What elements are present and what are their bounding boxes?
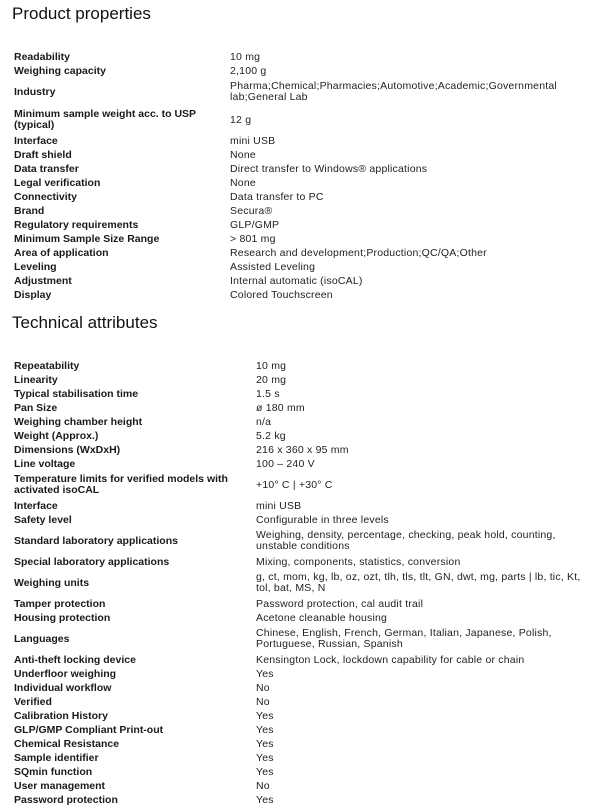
spec-label: Weighing units [14,576,90,589]
spec-row [0,176,606,190]
spec-label: Temperature limits for verified models with activated isoCAL [14,473,228,496]
spec-label: Brand [14,204,45,217]
spec-value: Mixing, components, statistics, conversion [256,555,461,568]
spec-value: Yes [256,765,274,778]
spec-label: Area of application [14,246,109,259]
spec-label: Pan Size [14,401,58,414]
spec-value: None [230,148,256,161]
spec-value: None [230,176,256,189]
spec-value: 12 g [230,113,252,126]
spec-value: Yes [256,793,274,806]
spec-value: 100 – 240 V [256,457,315,470]
spec-row [0,793,606,807]
spec-row [0,401,606,415]
spec-row [0,681,606,695]
spec-row [0,50,606,64]
spec-value: 1.5 s [256,387,280,400]
spec-row [0,64,606,78]
spec-row [0,288,606,302]
spec-value: Chinese, English, French, German, Italian, Japanese, Polish, Portuguese, Russian, Spanish [256,627,552,650]
spec-label: Tamper protection [14,597,106,610]
spec-label: Safety level [14,513,72,526]
spec-value: No [256,695,270,708]
spec-row [0,471,606,499]
spec-label: Regulatory requirements [14,218,139,231]
spec-row [0,134,606,148]
spec-value: 10 mg [256,359,287,372]
spec-value: Secura® [230,204,273,217]
spec-label: Minimum sample weight acc. to USP (typical) [14,108,196,131]
spec-value: Yes [256,667,274,680]
spec-value: GLP/GMP [230,218,280,231]
spec-label: Anti-theft locking device [14,653,136,666]
spec-label: Typical stabilisation time [14,387,139,400]
spec-row [0,218,606,232]
spec-row [0,260,606,274]
spec-row [0,555,606,569]
spec-label: Individual workflow [14,681,112,694]
spec-row [0,246,606,260]
spec-row [0,723,606,737]
spec-value: +10° C | +30° C [256,478,333,491]
spec-label: Standard laboratory applications [14,534,178,547]
spec-value: Yes [256,709,274,722]
spec-label: GLP/GMP Compliant Print-out [14,723,164,736]
spec-label: Leveling [14,260,57,273]
spec-row [0,499,606,513]
spec-value: > 801 mg [230,232,276,245]
spec-value: 10 mg [230,50,261,63]
spec-value: mini USB [256,499,302,512]
spec-value: 20 mg [256,373,287,386]
spec-row [0,513,606,527]
spec-row [0,387,606,401]
spec-value: Research and development;Production;QC/QA;Other [230,246,487,259]
spec-value: Assisted Leveling [230,260,316,273]
spec-label: Weighing capacity [14,64,106,77]
spec-label: User management [14,779,106,792]
spec-value: n/a [256,415,272,428]
spec-row [0,373,606,387]
technical-attributes-title: Technical attributes [12,313,158,332]
spec-label: Industry [14,85,56,98]
spec-value: Yes [256,751,274,764]
spec-row [0,779,606,793]
spec-label: Minimum Sample Size Range [14,232,160,245]
spec-label: Legal verification [14,176,101,189]
spec-label: Housing protection [14,611,111,624]
spec-label: Languages [14,632,70,645]
spec-value: 5.2 kg [256,429,286,442]
spec-label: Special laboratory applications [14,555,170,568]
product-properties-table [0,50,606,302]
spec-row [0,597,606,611]
spec-row [0,709,606,723]
spec-row [0,443,606,457]
spec-value: No [256,779,270,792]
spec-row [0,232,606,246]
spec-value: Internal automatic (isoCAL) [230,274,363,287]
spec-row [0,527,606,555]
spec-row [0,274,606,288]
spec-value: Password protection, cal audit trail [256,597,424,610]
spec-label: Chemical Resistance [14,737,120,750]
spec-label: Interface [14,499,58,512]
spec-row [0,162,606,176]
spec-value: Pharma;Chemical;Pharmacies;Automotive;Academic;Governmental lab;General Lab [230,80,557,103]
spec-value: Configurable in three levels [256,513,389,526]
spec-label: Weighing chamber height [14,415,143,428]
spec-label: Display [14,288,52,301]
spec-row [0,751,606,765]
spec-label: Password protection [14,793,118,806]
spec-row [0,611,606,625]
spec-row [0,78,606,106]
spec-value: Yes [256,737,274,750]
spec-row [0,106,606,134]
spec-row [0,457,606,471]
spec-value: 216 x 360 x 95 mm [256,443,349,456]
spec-label: Adjustment [14,274,72,287]
spec-label: Line voltage [14,457,76,470]
spec-value: Direct transfer to Windows® applications [230,162,428,175]
spec-label: Readability [14,50,71,63]
spec-label: Dimensions (WxDxH) [14,443,121,456]
spec-value: Colored Touchscreen [230,288,333,301]
spec-value: ø 180 mm [256,401,305,414]
spec-label: Underfloor weighing [14,667,117,680]
spec-row [0,653,606,667]
spec-row [0,765,606,779]
spec-row [0,429,606,443]
spec-value: 2,100 g [230,64,267,77]
spec-value: No [256,681,270,694]
spec-row [0,737,606,751]
spec-label: SQmin function [14,765,93,778]
spec-value: Weighing, density, percentage, checking, peak hold, counting, unstable conditions [256,529,556,552]
spec-row [0,148,606,162]
spec-row [0,695,606,709]
spec-value: Yes [256,723,274,736]
spec-label: Calibration History [14,709,108,722]
spec-row [0,667,606,681]
spec-value: Acetone cleanable housing [256,611,388,624]
spec-label: Linearity [14,373,58,386]
spec-value: Kensington Lock, lockdown capability for cable or chain [256,653,525,666]
spec-label: Data transfer [14,162,79,175]
spec-row [0,569,606,597]
spec-value: Data transfer to PC [230,190,324,203]
spec-row [0,359,606,373]
spec-value: mini USB [230,134,276,147]
spec-row [0,625,606,653]
spec-label: Sample identifier [14,751,99,764]
spec-label: Verified [14,695,52,708]
spec-label: Repeatability [14,359,80,372]
spec-value: g, ct, mom, kg, lb, oz, ozt, tlh, tls, tlt, GN, dwt, mg, parts | lb, tic, Kt, tol, bat, MS, N [256,571,581,594]
product-properties-title: Product properties [12,4,151,23]
spec-row [0,204,606,218]
spec-label: Interface [14,134,58,147]
spec-label: Weight (Approx.) [14,429,99,442]
technical-attributes-table [0,359,606,807]
spec-label: Connectivity [14,190,78,203]
spec-label: Draft shield [14,148,72,161]
spec-row [0,415,606,429]
spec-row [0,190,606,204]
